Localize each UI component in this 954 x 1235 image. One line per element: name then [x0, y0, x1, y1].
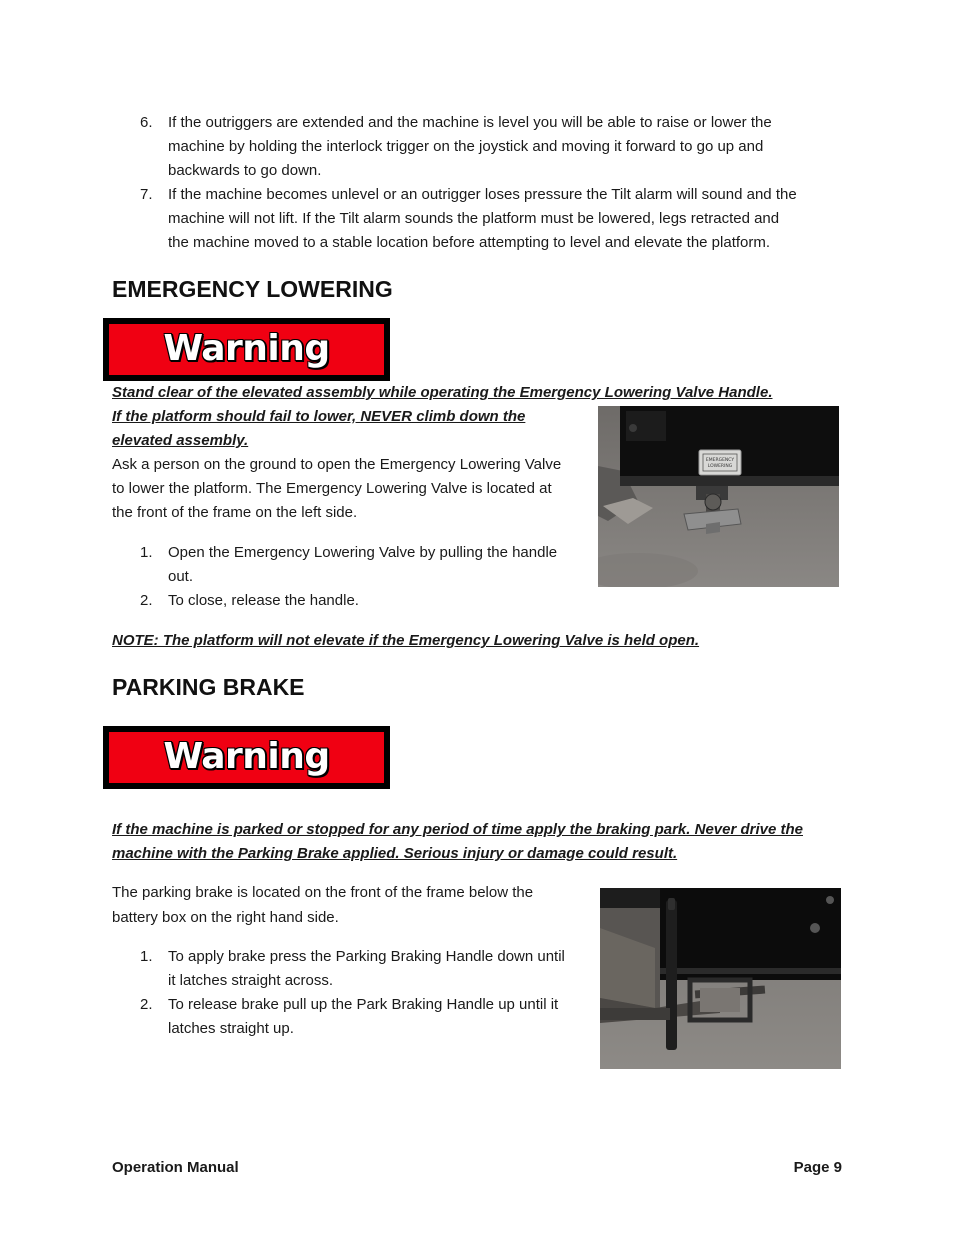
list-text-line: To apply brake press the Parking Braking Handle down until: [168, 948, 565, 965]
list-text-line: machine by holding the interlock trigger on the joystick and moving it forward to go up and: [168, 138, 764, 155]
emergency-valve-illustration: [598, 406, 839, 587]
list-text-line: If the machine becomes unlevel or an outrigger loses pressure the Tilt alarm will sound and the: [168, 186, 797, 203]
body-text: the front of the frame on the left side.: [112, 504, 358, 521]
list-number: 7.: [140, 186, 153, 203]
list-number: 1.: [140, 948, 153, 965]
section-heading-emergency-lowering: EMERGENCY LOWERING: [112, 276, 393, 302]
body-text: Ask a person on the ground to open the Emergency Lowering Valve: [112, 456, 562, 473]
warning-banner: [103, 318, 390, 381]
list-number: 2.: [140, 592, 153, 609]
valve-label-line: EMERGENCY: [705, 458, 735, 463]
list-number: 2.: [140, 996, 153, 1013]
list-text-line: backwards to go down.: [168, 162, 322, 179]
parking-brake-illustration: [600, 888, 841, 1069]
list-text-line: To release brake pull up the Park Braking Handle up until it: [168, 996, 559, 1013]
list-text-line: If the outriggers are extended and the machine is level you will be able to raise or lower the: [168, 114, 772, 131]
warning-statement: If the platform should fail to lower, NEVER climb down the: [112, 408, 526, 425]
valve-label-line: LOWERING: [707, 464, 733, 469]
list-text-line: latches straight up.: [168, 1020, 294, 1037]
list-text-line: Open the Emergency Lowering Valve by pulling the handle: [168, 544, 558, 561]
body-text: to lower the platform. The Emergency Lowering Valve is located at: [112, 480, 552, 497]
warning-statement: If the machine is parked or stopped for any period of time apply the braking park. Never drive the: [112, 821, 803, 838]
list-text-line: To close, release the handle.: [168, 592, 359, 609]
warning-label: Warning: [163, 327, 330, 369]
list-number: 1.: [140, 544, 153, 561]
note-text: NOTE: The platform will not elevate if the Emergency Lowering Valve is held open.: [112, 632, 700, 649]
section-heading-parking-brake: PARKING BRAKE: [112, 674, 305, 700]
warning-banner: [103, 726, 390, 789]
list-text-line: out.: [168, 568, 194, 585]
footer-document-title: Operation Manual: [112, 1159, 239, 1176]
list-text-line: it latches straight across.: [168, 972, 334, 989]
warning-statement: machine with the Parking Brake applied. Serious injury or damage could result.: [112, 845, 678, 862]
footer-page-number: Page 9: [793, 1159, 842, 1176]
list-text-line: machine will not lift. If the Tilt alarm sounds the platform must be lowered, legs retracted and: [168, 210, 780, 227]
emergency-valve-photo: [598, 406, 839, 587]
body-text: The parking brake is located on the front of the frame below the: [112, 884, 534, 901]
warning-statement: elevated assembly.: [112, 432, 249, 449]
parking-brake-photo: [600, 888, 841, 1069]
body-text: battery box on the right hand side.: [112, 909, 339, 926]
warning-statement: Stand clear of the elevated assembly while operating the Emergency Lowering Valve Handle.: [112, 384, 773, 401]
list-text-line: the machine moved to a stable location before attempting to level and elevate the platform.: [168, 234, 771, 251]
warning-label: Warning: [163, 735, 330, 777]
list-number: 6.: [140, 114, 153, 131]
